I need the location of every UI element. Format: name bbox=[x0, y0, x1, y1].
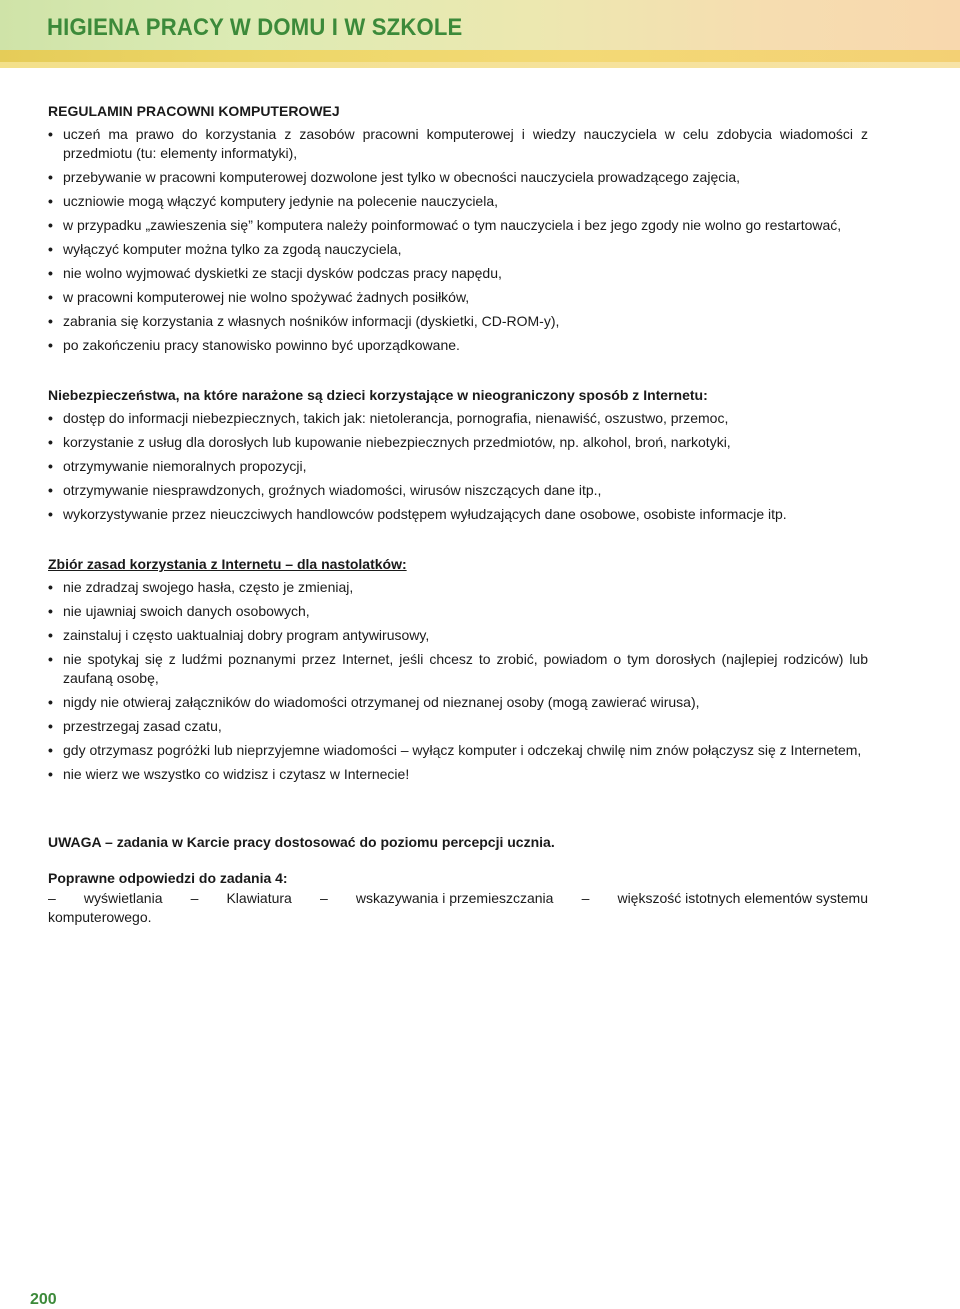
section-uwaga bbox=[48, 833, 868, 852]
answers-line bbox=[48, 889, 868, 908]
answers-title: Poprawne odpowiedzi do zadania 4: bbox=[48, 870, 288, 886]
list-item: • otrzymywanie niesprawdzonych, groźnych wiadomości, wirusów niszczących dane itp., bbox=[48, 481, 868, 500]
list-item: • w pracowni komputerowej nie wolno spożywać żadnych posiłków, bbox=[48, 288, 868, 307]
regulamin-list bbox=[48, 125, 868, 355]
list-item: • korzystanie z usług dla dorosłych lub kupowanie niebezpiecznych przedmiotów, np. alkohol, broń, narkotyki, bbox=[48, 433, 868, 452]
list-item: • w przypadku „zawieszenia się” komputera należy poinformować o tym nauczyciela i bez jego zgody nie wolno go restartować, bbox=[48, 216, 868, 235]
section-zasady bbox=[48, 555, 868, 784]
header-stripe-light bbox=[0, 62, 960, 68]
zagrozenia-list bbox=[48, 409, 868, 524]
list-item: • zabrania się korzystania z własnych nośników informacji (dyskietki, CD-ROM-y), bbox=[48, 312, 868, 331]
answer-dash: – bbox=[319, 890, 328, 906]
list-item: • nie zdradzaj swojego hasła, często je zmieniaj, bbox=[48, 578, 868, 597]
list-item: • uczniowie mogą włączyć komputery jedynie na polecenie nauczyciela, bbox=[48, 192, 868, 211]
uwaga-note: UWAGA – zadania w Karcie pracy dostosować do poziomu percepcji ucznia. bbox=[48, 834, 555, 850]
answer-dash: – bbox=[581, 890, 590, 906]
section-title-regulamin: REGULAMIN PRACOWNI KOMPUTEROWEJ bbox=[48, 103, 340, 119]
document-body bbox=[48, 102, 868, 927]
answer-text: wskazywania i przemieszczania bbox=[355, 890, 554, 906]
list-item: • otrzymywanie niemoralnych propozycji, bbox=[48, 457, 868, 476]
answer-text: większość istotnych elementów systemu bbox=[617, 890, 868, 906]
list-item: • wykorzystywanie przez nieuczciwych handlowców podstępem wyłudzających dane osobowe, osobiste informacje itp. bbox=[48, 505, 868, 524]
page-number: 200 bbox=[30, 1291, 57, 1308]
list-item: • nie spotykaj się z ludźmi poznanymi przez Internet, jeśli chcesz to zrobić, powiadom o tym dorosłych (najlepiej rodziców) lub zaufaną osobę, bbox=[48, 650, 868, 688]
answer-dash: – bbox=[190, 890, 199, 906]
list-item: • dostęp do informacji niebezpiecznych, takich jak: nietolerancja, pornografia, nienawiść, oszustwo, przemoc, bbox=[48, 409, 868, 428]
zasady-list bbox=[48, 578, 868, 784]
list-item: • nie ujawniaj swoich danych osobowych, bbox=[48, 602, 868, 621]
list-item: • przebywanie w pracowni komputerowej dozwolone jest tylko w obecności nauczyciela prowadzącego zajęcia, bbox=[48, 168, 868, 187]
answer-text: wyświetlania bbox=[83, 890, 163, 906]
answer-dash: – bbox=[48, 890, 56, 906]
answer-text: Klawiatura bbox=[226, 890, 292, 906]
list-item: • wyłączyć komputer można tylko za zgodą nauczyciela, bbox=[48, 240, 868, 259]
section-title-zasady: Zbiór zasad korzystania z Internetu – dla nastolatków: bbox=[48, 556, 407, 572]
list-item: • nie wierz we wszystko co widzisz i czytasz w Internecie! bbox=[48, 765, 868, 784]
list-item: • gdy otrzymasz pogróżki lub nieprzyjemne wiadomości – wyłącz komputer i odczekaj chwilę nim znów połączysz się z Internetem, bbox=[48, 741, 868, 760]
list-item: • nie wolno wyjmować dyskietki ze stacji dysków podczas pracy napędu, bbox=[48, 264, 868, 283]
section-odpowiedzi bbox=[48, 869, 868, 927]
answers-line-2: komputerowego. bbox=[48, 909, 152, 925]
section-regulamin bbox=[48, 102, 868, 355]
list-item: • po zakończeniu pracy stanowisko powinno być uporządkowane. bbox=[48, 336, 868, 355]
section-title-zagrozenia: Niebezpieczeństwa, na które narażone są dzieci korzystające w nieograniczony sposób z Internetu: bbox=[48, 387, 708, 403]
list-item: • nigdy nie otwieraj załączników do wiadomości otrzymanej od nieznanej osoby (mogą zawierać wirusa), bbox=[48, 693, 868, 712]
page-title: HIGIENA PRACY W DOMU I W SZKOLE bbox=[47, 14, 463, 41]
list-item: • uczeń ma prawo do korzystania z zasobów pracowni komputerowej i wiedzy nauczyciela w celu zdobycia wiadomości z przedmiotu (tu: elementy informatyki), bbox=[48, 125, 868, 163]
list-item: • przestrzegaj zasad czatu, bbox=[48, 717, 868, 736]
section-zagrozenia bbox=[48, 386, 868, 524]
list-item: • zainstaluj i często uaktualniaj dobry program antywirusowy, bbox=[48, 626, 868, 645]
